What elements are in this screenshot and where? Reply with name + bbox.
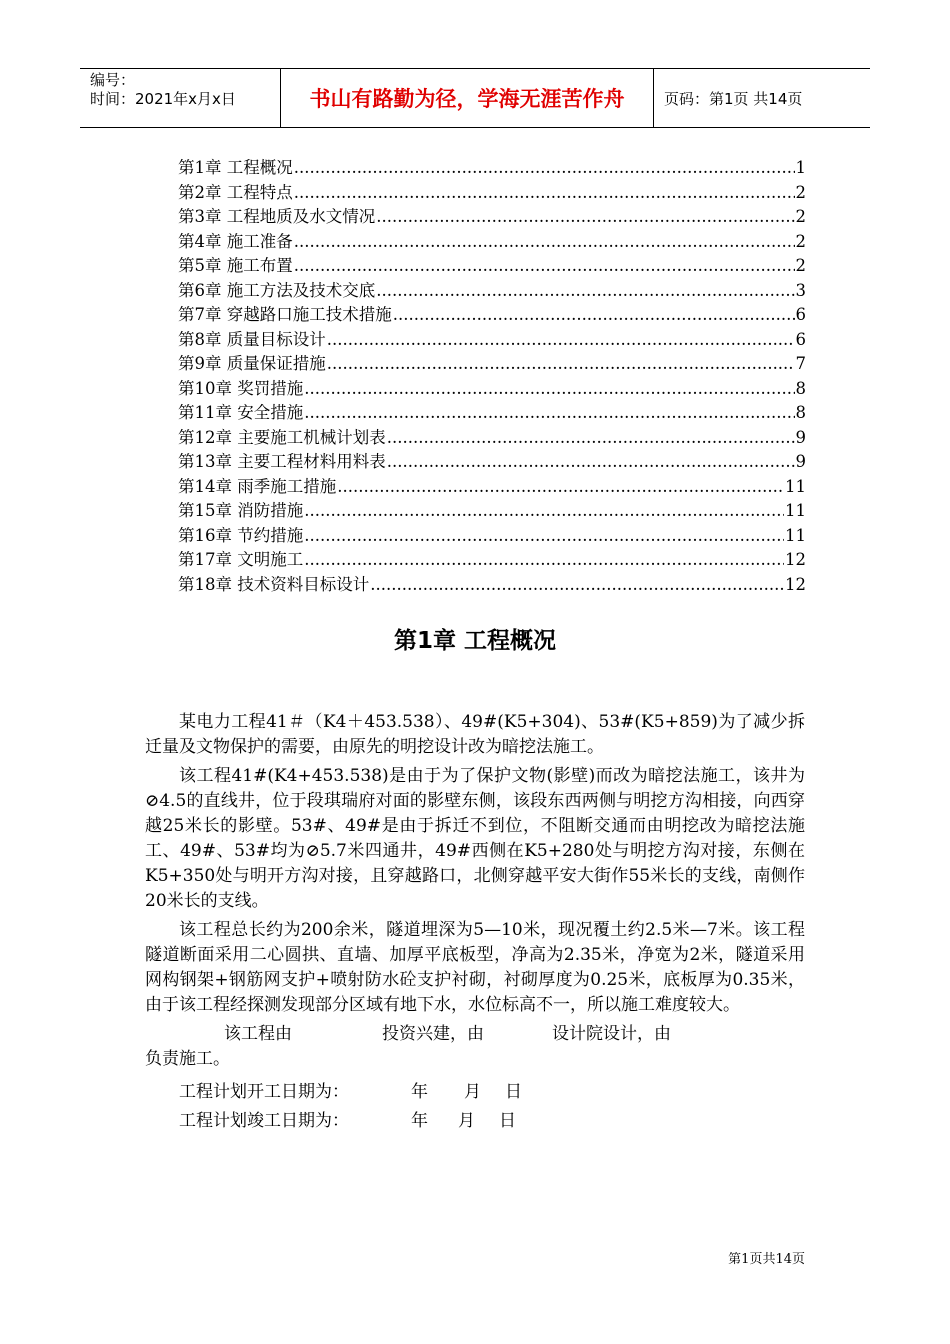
toc-entry-title: 第14章 雨季施工措施 bbox=[178, 476, 337, 496]
toc-leader-dots bbox=[294, 230, 795, 255]
page-header bbox=[80, 68, 870, 128]
toc-entry[interactable] bbox=[178, 377, 806, 402]
toc-entry-page: 2 bbox=[795, 231, 806, 251]
construction-text-4: 负责施工。 bbox=[145, 1049, 230, 1069]
end-year-label: 年 bbox=[411, 1111, 428, 1131]
toc-entry-page: 2 bbox=[795, 207, 806, 226]
toc-entry-page: 6 bbox=[795, 329, 806, 349]
toc-entry[interactable] bbox=[178, 524, 806, 549]
chapter-heading: 第1章 工程概况 bbox=[393, 628, 556, 654]
start-month-label: 月 bbox=[464, 1082, 481, 1102]
header-page-info: 页码：第1页 共14页 bbox=[664, 89, 803, 108]
toc-leader-dots bbox=[393, 303, 795, 328]
toc-entry-page: 12 bbox=[785, 574, 806, 594]
toc-entry-title: 第12章 主要施工机械计划表 bbox=[178, 427, 386, 447]
toc-entry-title: 第10章 奖罚措施 bbox=[178, 378, 304, 398]
toc-leader-dots bbox=[304, 377, 794, 402]
toc-entry[interactable] bbox=[178, 303, 806, 328]
toc-leader-dots bbox=[327, 352, 795, 377]
toc-entry-title: 第18章 技术资料目标设计 bbox=[178, 574, 370, 594]
toc-leader-dots bbox=[376, 279, 794, 304]
toc-entry-title: 第17章 文明施工 bbox=[178, 550, 304, 569]
toc-leader-dots bbox=[304, 548, 784, 573]
toc-entry-page: 9 bbox=[795, 452, 806, 471]
document-date-label: 时间：2021年x月x日 bbox=[90, 90, 236, 108]
table-of-contents bbox=[178, 156, 806, 597]
toc-entry-page: 1 bbox=[795, 158, 806, 177]
toc-entry-page: 11 bbox=[785, 476, 806, 496]
toc-entry-title: 第11章 安全措施 bbox=[178, 403, 304, 422]
toc-leader-dots bbox=[376, 205, 794, 230]
toc-entry-title: 第16章 节约措施 bbox=[178, 525, 304, 545]
planned-end-date-line bbox=[145, 1109, 805, 1134]
toc-entry[interactable] bbox=[178, 230, 806, 255]
body-paragraph-1: 某电力工程41＃（K4＋453.538）、49#(K5+304)、53#(K5+859)为了减少拆迁量及文物保护的需要，由原先的明挖设计改为暗挖法施工。 bbox=[145, 712, 805, 757]
toc-entry-page: 8 bbox=[795, 403, 806, 422]
toc-entry-page: 3 bbox=[795, 280, 806, 300]
toc-entry[interactable] bbox=[178, 401, 806, 426]
toc-entry-title: 第5章 施工布置 bbox=[178, 256, 293, 275]
toc-entry[interactable] bbox=[178, 156, 806, 181]
planned-start-label: 工程计划开工日期为： bbox=[179, 1082, 349, 1102]
toc-entry[interactable] bbox=[178, 426, 806, 451]
construction-text-3: 设计院设计，由 bbox=[552, 1024, 671, 1044]
body-paragraph-2: 该工程41#(K4+453.538)是由于为了保护文物(影壁)而改为暗挖法施工，该井为⊘4.5的直线井，位于段琪瑞府对面的影壁东侧，该段东西两侧与明挖方沟相接，向西穿越25米长的影壁。53#、49#是由于拆迁不到位，不阻断交通而由明挖改为暗挖法施工、49#、53#均为⊘5.7米四通井，49#西侧在K5+280处与明挖方沟对接，东侧在K5+350处与明开方沟对接，且穿越路口，北侧穿越平安大街作55米长的支线，南侧作20米长的支线。 bbox=[145, 766, 805, 911]
toc-entry[interactable] bbox=[178, 328, 806, 353]
toc-leader-dots bbox=[337, 475, 784, 500]
toc-entry-title: 第1章 工程概况 bbox=[178, 158, 293, 177]
toc-leader-dots bbox=[294, 181, 795, 206]
toc-leader-dots bbox=[304, 401, 794, 426]
toc-entry[interactable] bbox=[178, 573, 806, 598]
planned-end-label: 工程计划竣工日期为： bbox=[179, 1111, 349, 1131]
toc-entry-title: 第6章 施工方法及技术交底 bbox=[178, 280, 376, 300]
toc-entry-page: 6 bbox=[795, 305, 806, 324]
toc-leader-dots bbox=[294, 254, 795, 279]
toc-leader-dots bbox=[387, 426, 795, 451]
toc-leader-dots bbox=[294, 156, 795, 181]
toc-leader-dots bbox=[387, 450, 795, 475]
body-paragraph-3: 该工程总长约为200余米，隧道埋深为5—10米，现况覆土约2.5米—7米。该工程隧道断面采用二心圆拱、直墙、加厚平底板型，净高为2.35米，净宽为2米，隧道采用网构钢架+钢筋网支护+喷射防水砼支护衬砌，衬砌厚度为0.25米，底板厚为0.35米，由于该工程经探测发现部分区域有地下水，水位标高不一，所以施工难度较大。 bbox=[145, 920, 805, 1015]
toc-leader-dots bbox=[327, 328, 795, 353]
toc-entry-title: 第13章 主要工程材料用料表 bbox=[178, 452, 386, 471]
toc-leader-dots bbox=[370, 573, 784, 598]
toc-entry[interactable] bbox=[178, 475, 806, 500]
toc-entry-page: 11 bbox=[785, 501, 806, 520]
toc-leader-dots bbox=[304, 499, 784, 524]
toc-entry-page: 2 bbox=[795, 256, 806, 275]
toc-entry-title: 第4章 施工准备 bbox=[178, 231, 293, 251]
toc-entry-title: 第7章 穿越路口施工技术措施 bbox=[178, 305, 392, 324]
construction-text-2: 投资兴建，由 bbox=[382, 1024, 484, 1044]
document-number-label: 编号： bbox=[90, 71, 136, 89]
toc-entry-page: 8 bbox=[795, 378, 806, 398]
page-footer: 第1页共14页 bbox=[728, 1252, 805, 1267]
toc-entry-page: 11 bbox=[785, 525, 806, 545]
end-day-label: 日 bbox=[499, 1111, 516, 1131]
toc-leader-dots bbox=[304, 524, 784, 549]
toc-entry[interactable] bbox=[178, 181, 806, 206]
toc-entry-title: 第3章 工程地质及水文情况 bbox=[178, 207, 376, 226]
toc-entry-page: 7 bbox=[795, 354, 806, 373]
toc-entry[interactable] bbox=[178, 499, 806, 524]
toc-entry-title: 第2章 工程特点 bbox=[178, 182, 293, 202]
toc-entry[interactable] bbox=[178, 254, 806, 279]
start-year-label: 年 bbox=[411, 1082, 428, 1102]
end-month-label: 月 bbox=[458, 1111, 475, 1131]
header-motto: 书山有路勤为径，学海无涯苦作舟 bbox=[281, 69, 654, 127]
toc-entry[interactable] bbox=[178, 205, 806, 230]
start-day-label: 日 bbox=[505, 1082, 522, 1102]
header-meta bbox=[80, 69, 281, 127]
toc-entry-page: 9 bbox=[795, 427, 806, 447]
construction-text-1: 该工程由 bbox=[224, 1024, 292, 1044]
planned-start-date-line bbox=[145, 1080, 805, 1105]
toc-entry[interactable] bbox=[178, 548, 806, 573]
chapter-body bbox=[145, 710, 805, 1134]
construction-parties-line bbox=[145, 1022, 805, 1047]
toc-entry-title: 第9章 质量保证措施 bbox=[178, 354, 326, 373]
toc-entry-page: 2 bbox=[795, 182, 806, 202]
toc-entry[interactable] bbox=[178, 279, 806, 304]
construction-responsible-line bbox=[145, 1047, 805, 1072]
toc-entry[interactable] bbox=[178, 352, 806, 377]
toc-entry-page: 12 bbox=[785, 550, 806, 569]
toc-entry[interactable] bbox=[178, 450, 806, 475]
toc-entry-title: 第8章 质量目标设计 bbox=[178, 329, 326, 349]
toc-entry-title: 第15章 消防措施 bbox=[178, 501, 304, 520]
